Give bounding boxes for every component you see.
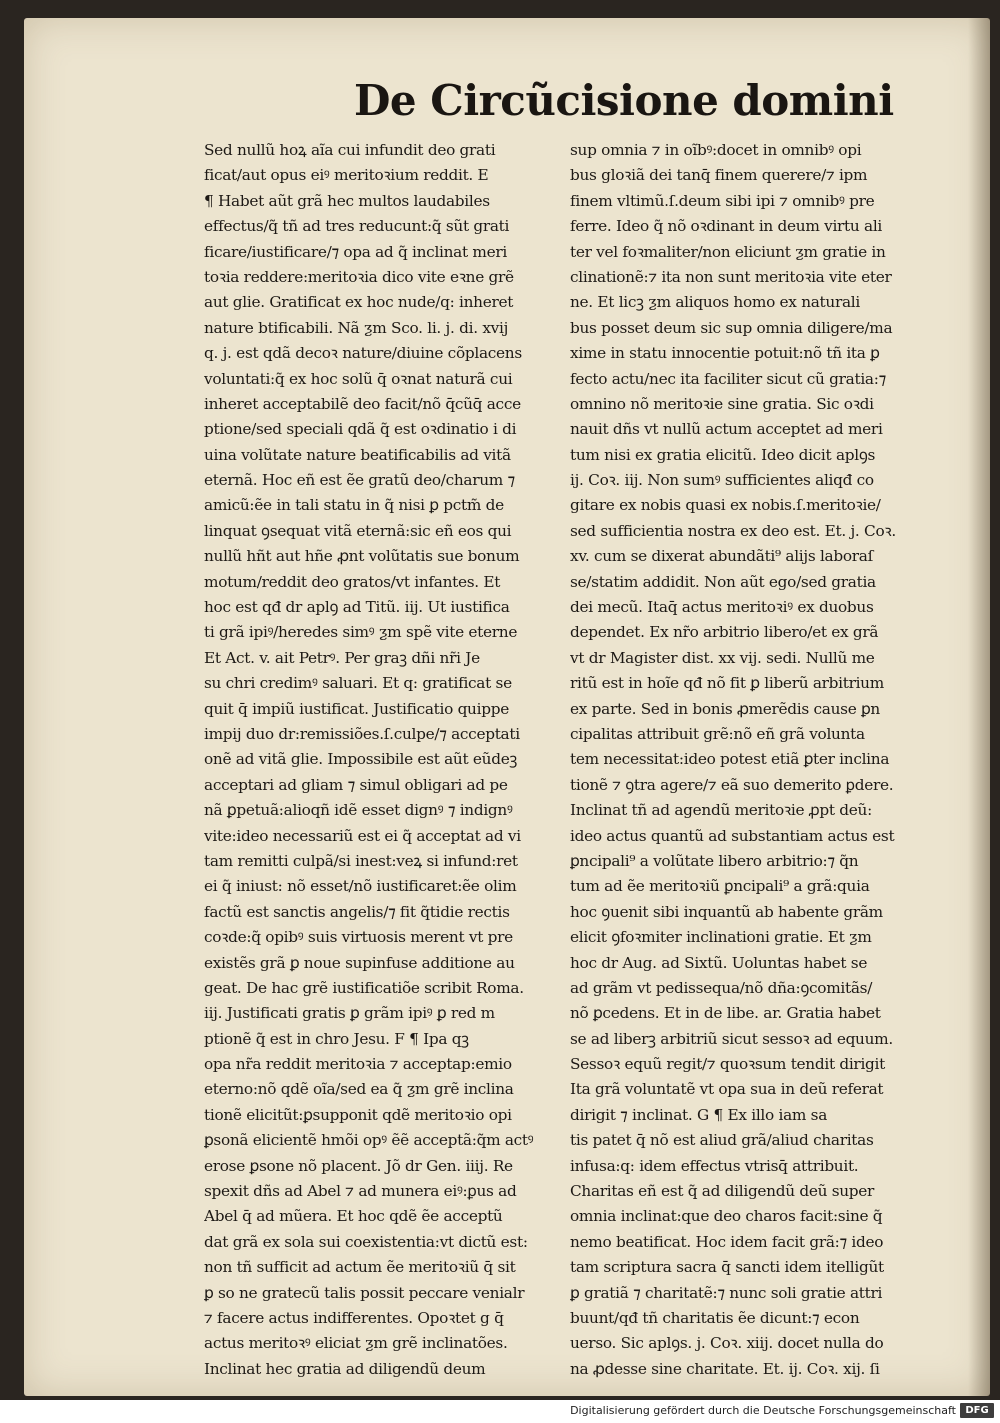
text-line: q. j. est qdã decoꝛ nature/diuine cõplacens [204, 344, 522, 363]
text-line: dat grã ex sola sui coexistentia:vt dictũ est: [204, 1232, 528, 1251]
text-line: ideo actus quantũ ad substantiam actus est [570, 826, 895, 845]
text-line: na ꝓdesse sine charitate. Et. ij. Coꝛ. xij. ſi [570, 1359, 880, 1378]
text-line: nõ ꝑcedens. Et in de libe. ar. Gratia habet [570, 1004, 881, 1023]
text-line: voluntati:q̃ ex hoc solũ q̄ oꝛnat naturã cui [204, 369, 513, 388]
text-line: impij duo dr:remissiões.ſ.culpe/⁊ acceptati [204, 724, 520, 743]
text-line: ꝑncipali⁹ a volũtate libero arbitrio:⁊ q̃n [570, 851, 859, 870]
text-line: non tñ sufficit ad actum ẽe meritoꝛiũ q̄ sit [204, 1258, 516, 1277]
text-line: hoc est qđ dr aplꝯ ad Titũ. iij. Ut iustifica [204, 598, 510, 617]
funding-credit: Digitalisierung gefördert durch die Deutsche Forschungsgemeinschaft [570, 1404, 956, 1417]
text-line: existẽs grã ꝑ noue supinfuse additione au [204, 953, 515, 972]
text-line: iij. Justificati gratis ꝑ grãm ipiꝰ ꝑ red m [204, 1004, 495, 1023]
text-line: xv. cum se dixerat abundãti⁹ alijs laboraſ [570, 547, 873, 566]
text-line: tum ad ẽe meritoꝛiũ ꝑncipali⁹ a grã:quia [570, 877, 870, 896]
text-line: tis patet q̄ nõ est aliud grã/aliud charitas [570, 1131, 874, 1150]
text-line: effectus/q̃ tñ ad tres reducunt:q̃ sũt grati [204, 217, 510, 236]
text-line: quit q̄ impiũ iustificat. Justificatio quippe [204, 699, 509, 718]
text-line: Inclinat tñ ad agendũ meritoꝛie ꝓpt deũ: [570, 801, 872, 820]
text-line: Sessoꝛ equũ regit/⁊ quoꝛsum tendit dirigit [570, 1055, 885, 1074]
text-line: tionẽ elicitũt:ꝑsupponit qdẽ meritoꝛio opi [204, 1105, 512, 1124]
text-line: su chri credimꝰ saluari. Et q: gratificat se [204, 674, 512, 693]
text-line: ꝑ so ne gratecũ talis possit peccare venialr [204, 1283, 525, 1302]
text-line: clinationẽ:⁊ ita non sunt meritoꝛia vite eter [570, 267, 892, 286]
text-line: ter vel foꝛmaliter/non eliciunt ƺm gratie in [570, 242, 886, 261]
text-line: sed sufficientia nostra ex deo est. Et. j. Coꝛ. [570, 521, 896, 540]
text-line: ad grãm vt pedissequa/nõ dña:ꝯcomitãs/ [570, 978, 873, 997]
text-line: bus posset deum sic sup omnia diligere/ma [570, 318, 893, 337]
text-line: buunt/qđ tñ charitatis ẽe dicunt:⁊ econ [570, 1308, 860, 1327]
text-line: nauit dñs vt nullũ actum acceptet ad meri [570, 420, 883, 439]
text-line: vt dr Magister dist. xx vij. sedi. Nullũ me [570, 648, 875, 667]
text-line: dei mecũ. Itaq̄ actus meritoꝛiꝰ ex duobus [570, 598, 874, 617]
text-line: acceptari ad gliam ⁊ simul obligari ad pe [204, 775, 508, 794]
text-line: opa nr̃a reddit meritoꝛia ⁊ acceptap:emio [204, 1055, 512, 1074]
text-line: Et Act. v. ait Petrꝰ. Per graꝫ dñi nr̃i Je [204, 648, 480, 667]
text-line: cipalitas attribuit grẽ:nõ eñ grã volunta [570, 724, 865, 743]
text-line: aut glie. Gratificat ex hoc nude/q: inheret [204, 293, 514, 312]
text-line: uina volũtate nature beatificabilis ad vitã [204, 445, 511, 464]
text-line: nemo beatificat. Hoc idem facit grã:⁊ ideo [570, 1232, 884, 1251]
text-line: se ad liberꝫ arbitriũ sicut sessoꝛ ad equum. [570, 1029, 893, 1048]
paper-leaf [24, 18, 990, 1396]
text-line: spexit dñs ad Abel ⁊ ad munera eiꝰ:ꝑus ad [204, 1182, 517, 1201]
text-line: factũ est sanctis angelis/⁊ fit q̃tidie rectis [204, 902, 510, 921]
text-line: nature btificabili. Nã ƺm Sco. li. j. di. xvij [204, 318, 509, 337]
text-line: gitare ex nobis quasi ex nobis.ſ.meritoꝛie/ [570, 496, 881, 515]
text-line: uerso. Sic aplꝯs. j. Coꝛ. xiij. docet nulla do [570, 1334, 884, 1353]
text-line: onẽ ad vitã glie. Impossibile est aũt eũdeꝫ [204, 750, 517, 769]
text-line: ficat/aut opus eiꝰ meritoꝛium reddit. E [204, 166, 489, 185]
text-line: sup omnia ⁊ in oĩbꝰ:docet in omnibꝰ opi [570, 141, 862, 159]
text-line: nullũ hñt aut hñe ꝓnt volũtatis sue bonum [204, 547, 520, 566]
text-line: omnia inclinat:que deo charos facit:sine q̃ [570, 1207, 883, 1226]
text-line: hoc dr Aug. ad Sixtũ. Uoluntas habet se [570, 953, 868, 972]
text-line: ij. Coꝛ. iij. Non sumꝰ sufficientes aliqđ co [570, 471, 874, 490]
text-line: amicũ:ẽe in tali statu in q̃ nisi ꝑ pctm̃ de [204, 496, 504, 515]
text-line: infusa:q: idem effectus vtrisq̄ attribuit. [570, 1156, 859, 1175]
text-line: tam scriptura sacra q̄ sancti idem itelligũt [570, 1258, 884, 1277]
text-line: inheret acceptabilẽ deo facit/nõ q̄cũq̄ accе [204, 394, 521, 413]
text-line: ꝑsonã elicientẽ hmõi opꝰ ẽẽ acceptã:q̃m actꝰ [204, 1131, 534, 1150]
text-line: hoc ꝯuenit sibi inquantũ ab habente grãm [570, 902, 883, 921]
text-column-left [204, 138, 574, 1382]
binding-fold-shadow [968, 18, 990, 1396]
text-line: ptionẽ q̃ est in chro Jesu. F ¶ Ipa qꝫ [204, 1029, 469, 1048]
text-line: actus meritoꝛꝰ eliciat ƺm grẽ inclinatões. [204, 1334, 508, 1353]
text-line: geat. De hac grẽ iustificatiõe scribit Roma. [204, 978, 524, 997]
text-line: ¶ Habet aũt grã hec multos laudabiles [204, 191, 490, 210]
text-line: bus gloꝛiã dei tanq̄ finem querere/⁊ ipm [570, 166, 868, 185]
text-line: se/statim addidit. Non aũt ego/sed gratia [570, 572, 876, 591]
text-line: finem vltimũ.ſ.deum sibi ipi ⁊ omnibꝰ pre [570, 191, 875, 210]
text-line: Abel q̄ ad mũera. Et hoc qdẽ ẽe acceptũ [204, 1207, 503, 1226]
text-line: coꝛde:q̃ opibꝰ suis virtuosis merent vt pre [204, 928, 513, 947]
text-line: linquat ꝯsequat vitã eternã:sic eñ eos qui [204, 521, 512, 540]
text-line: tem necessitat:ideo potest etiã ꝑter inclina [570, 750, 890, 769]
text-line: ficare/iustificare/⁊ opa ad q̃ inclinat meri [204, 242, 507, 261]
text-line: ferre. Ideo q̃ nõ oꝛdinant in deum virtu ali [570, 217, 883, 236]
text-column-right [570, 138, 940, 1382]
text-line: toꝛia reddere:meritoꝛia dico vite eꝛne grẽ [204, 267, 514, 286]
text-line: ti grã ipiꝰ/heredes simꝰ ƺm spẽ vite eterne [204, 623, 518, 642]
text-line: ꝑ gratiã ⁊ charitatẽ:⁊ nunc soli gratie attri [570, 1283, 883, 1302]
text-line: erose ꝑsone nõ placent. Jõ dr Gen. iiij. Re [204, 1156, 513, 1175]
text-line: dirigit ⁊ inclinat. G ¶ Ex illo iam sa [570, 1105, 828, 1124]
text-line: fecto actu/nec ita faciliter sicut cũ gratia:⁊ [570, 369, 886, 388]
text-line: ne. Et licꝫ ƺm aliquos homo ex naturali [570, 293, 860, 312]
text-line: ⁊ facere actus indifferentes. Opoꝛtet g q̄ [204, 1308, 504, 1327]
text-line: eterno:nõ qdẽ oĩa/sed ea q̃ ƺm grẽ inclina [204, 1080, 514, 1099]
text-line: ptione/sed speciali qdã q̃ est oꝛdinatio i di [204, 420, 517, 439]
text-line: elicit ꝯfoꝛmiter inclinationi gratie. Et ƺm [570, 928, 872, 947]
text-line: dependet. Ex nr̃o arbitrio libero/et ex grã [570, 623, 879, 642]
text-line: xime in statu innocentie potuit:nõ tñ ita ꝑ [570, 344, 880, 363]
text-line: vite:ideo necessariũ est ei q̃ acceptat ad vi [204, 826, 521, 845]
text-line: omnino nõ meritoꝛie sine gratia. Sic oꝛdi [570, 394, 874, 413]
text-line: tionẽ ⁊ ꝯtra agere/⁊ eã suo demerito ꝑdere. [570, 775, 894, 794]
text-line: Inclinat hec gratia ad diligendũ deum [204, 1359, 486, 1378]
page-title: De Circũcisione domini [354, 76, 894, 125]
text-line: ritũ est in hoĩe qđ nõ fit ꝑ liberũ arbitrium [570, 674, 884, 693]
text-line: Ita grã voluntatẽ vt opa sua in deũ referat [570, 1080, 884, 1099]
text-line: nã ꝑpetuã:alioqñ idẽ esset dignꝰ ⁊ indignꝰ [204, 801, 513, 820]
text-line: motum/reddit deo gratos/vt infantes. Et [204, 572, 501, 591]
text-line: ei q̃ iniust: nõ esset/nõ iustificaret:ẽe olim [204, 877, 517, 896]
text-line: tum nisi ex gratia elicitũ. Ideo dicit aplꝯs [570, 445, 876, 464]
text-line: Charitas eñ est q̃ ad diligendũ deũ super [570, 1182, 875, 1201]
text-line: tam remitti culpã/si inest:veꝝ si infund:ret [204, 851, 518, 870]
footer-bar [0, 1400, 1000, 1423]
text-line: ex parte. Sed in bonis ꝓmerẽdis cause ꝑn [570, 699, 880, 718]
text-line: Sed nullũ hoꝝ aĩa cui infundit deo grati [204, 141, 496, 159]
text-line: eternã. Hoc eñ est ẽe gratũ deo/charum ⁊ [204, 471, 515, 490]
dfg-logo: DFG [960, 1403, 994, 1418]
